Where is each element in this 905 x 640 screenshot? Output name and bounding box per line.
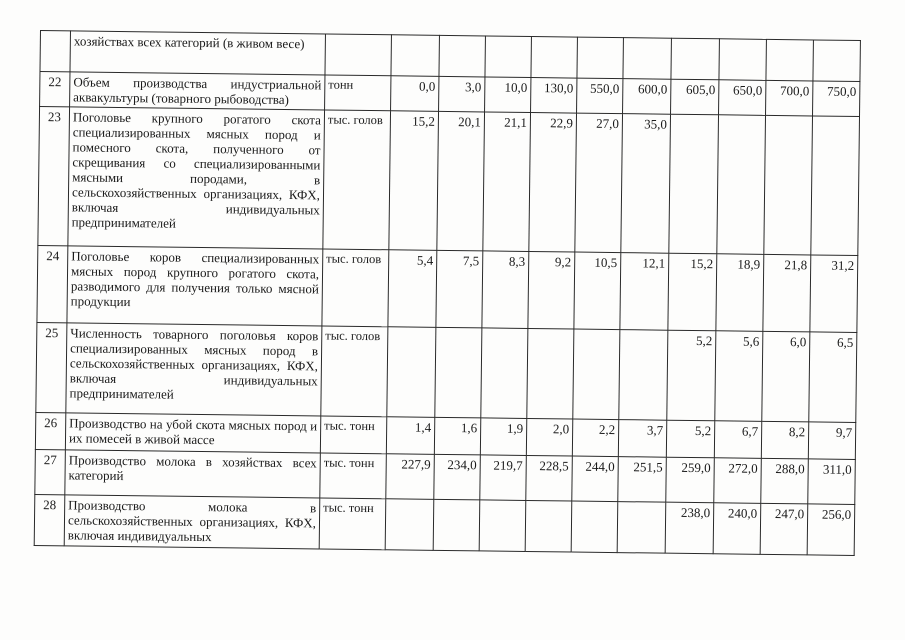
value-cell: [527, 328, 574, 419]
unit-cell: тыс. тонн: [319, 498, 386, 550]
value-cell: 8,2: [761, 421, 808, 459]
value-cell: 1,4: [386, 417, 434, 455]
value-cell: 247,0: [760, 503, 808, 555]
value-cell: 256,0: [807, 504, 855, 556]
value-cell: 272,0: [714, 458, 762, 504]
value-cell: [479, 500, 526, 552]
row-number: 24: [37, 245, 68, 322]
value-cell: [764, 115, 813, 255]
value-cell: [531, 37, 577, 79]
value-cell: 1,6: [434, 417, 480, 455]
unit-cell: тыс. тонн: [320, 416, 386, 454]
value-cell: [619, 330, 668, 421]
value-cell: 10,5: [574, 252, 621, 330]
value-cell: 31,2: [810, 255, 858, 333]
value-cell: 244,0: [572, 456, 619, 502]
value-cell: 1,9: [480, 418, 526, 456]
row-number: [40, 31, 70, 72]
value-cell: 2,0: [526, 418, 572, 456]
unit-cell: тонн: [325, 75, 391, 111]
row-number: 25: [36, 322, 67, 412]
value-cell: [719, 39, 766, 81]
value-cell: 5,2: [667, 330, 716, 421]
indicator-name: Поголовье коров специализированных мясных пород крупного рогатого скота, разводимого для получения только мясной продукции: [67, 246, 323, 326]
value-cell: 6,5: [809, 332, 857, 423]
indicator-name: Производство молока в хозяйствах всех категорий: [65, 450, 321, 498]
row-number: 28: [34, 494, 65, 545]
value-cell: 22,9: [529, 112, 577, 252]
value-cell: 240,0: [713, 503, 761, 555]
value-cell: [811, 116, 860, 256]
table-row: [36, 322, 857, 422]
row-number: 27: [35, 449, 66, 494]
value-cell: [481, 328, 528, 419]
value-cell: 750,0: [813, 81, 860, 117]
unit-cell: тыс. тонн: [320, 453, 387, 499]
indicator-name: Поголовье крупного рогатого скота специализированных мясных пород и помесного скота, полученного от скрещивания со специализированными мясными породами, в сельскохозяйственных организациях, КФХ, включая индивидуальных предпринимателей: [68, 107, 325, 249]
value-cell: 5,2: [666, 420, 714, 458]
value-cell: [573, 329, 620, 420]
value-cell: 6,7: [714, 421, 761, 459]
value-cell: [623, 38, 671, 80]
value-cell: 288,0: [761, 458, 809, 504]
value-cell: 311,0: [808, 459, 856, 505]
value-cell: 21,1: [483, 112, 531, 252]
unit-cell: тыс. голов: [322, 249, 389, 327]
value-cell: 27,0: [575, 113, 623, 253]
unit-cell: [325, 34, 391, 76]
value-cell: 227,9: [386, 454, 435, 500]
value-cell: 18,9: [716, 254, 764, 332]
value-cell: [617, 502, 666, 554]
value-cell: 650,0: [719, 80, 766, 116]
row-number: 22: [40, 72, 70, 107]
value-cell: [525, 500, 572, 552]
value-cell: 219,7: [480, 455, 527, 501]
value-cell: [387, 327, 436, 418]
value-cell: [717, 115, 766, 255]
value-cell: 228,5: [526, 455, 573, 501]
row-number: 26: [35, 412, 65, 449]
value-cell: 15,2: [389, 111, 439, 251]
value-cell: 234,0: [434, 454, 481, 500]
value-cell: [671, 38, 719, 80]
indicator-name: Производство на убой скота мясных пород и их помесей в живой массе: [65, 413, 320, 453]
value-cell: 35,0: [621, 114, 671, 254]
table-row: [34, 494, 855, 555]
value-cell: 15,2: [668, 253, 717, 331]
value-cell: 10,0: [485, 77, 531, 113]
value-cell: 605,0: [671, 79, 719, 115]
value-cell: 12,1: [620, 253, 669, 331]
indicator-name: хозяйствах всех категорий (в живом весе): [70, 31, 325, 75]
value-cell: 700,0: [766, 80, 813, 116]
value-cell: 7,5: [436, 250, 483, 328]
value-cell: [439, 35, 485, 77]
value-cell: [485, 36, 531, 78]
value-cell: [385, 499, 434, 551]
value-cell: 130,0: [531, 78, 577, 114]
value-cell: 2,2: [572, 419, 618, 457]
value-cell: [766, 39, 813, 81]
table-row: [37, 245, 858, 332]
value-cell: 3,0: [439, 76, 485, 112]
value-cell: 6,0: [762, 331, 810, 422]
value-cell: [435, 327, 482, 418]
value-cell: 251,5: [618, 457, 667, 503]
indicator-name: Объем производства индустриальной аквакультуры (товарного рыбоводства): [70, 72, 325, 110]
value-cell: 20,1: [437, 111, 485, 251]
value-cell: 0,0: [391, 76, 439, 112]
value-cell: [433, 499, 480, 551]
value-cell: 21,8: [763, 254, 811, 332]
table-body: [34, 31, 860, 556]
value-cell: 5,6: [715, 331, 763, 422]
value-cell: [669, 114, 719, 254]
value-cell: [577, 37, 623, 79]
indicator-name: Численность товарного поголовья коров специализированных мясных пород в сельскохозяйственных организациях, КФХ, включая индивидуальных предпринимателей: [66, 323, 322, 416]
value-cell: 5,4: [388, 250, 437, 328]
value-cell: 259,0: [666, 457, 715, 503]
value-cell: 3,7: [618, 420, 666, 458]
value-cell: 238,0: [665, 502, 714, 554]
value-cell: 8,3: [482, 251, 529, 329]
value-cell: 550,0: [577, 78, 623, 114]
value-cell: [391, 35, 439, 77]
value-cell: 9,2: [528, 251, 575, 329]
value-cell: [813, 40, 860, 82]
value-cell: 600,0: [623, 79, 671, 115]
table-row: [38, 107, 860, 256]
value-cell: [571, 501, 618, 553]
unit-cell: тыс. голов: [321, 326, 388, 417]
unit-cell: тыс. голов: [323, 110, 391, 250]
indicators-table: [34, 30, 861, 556]
value-cell: 9,7: [808, 422, 855, 460]
row-number: 23: [38, 107, 70, 246]
indicator-name: Производство молока в сельскохозяйственных организациях, КФХ, включая индивидуальных: [64, 495, 320, 549]
